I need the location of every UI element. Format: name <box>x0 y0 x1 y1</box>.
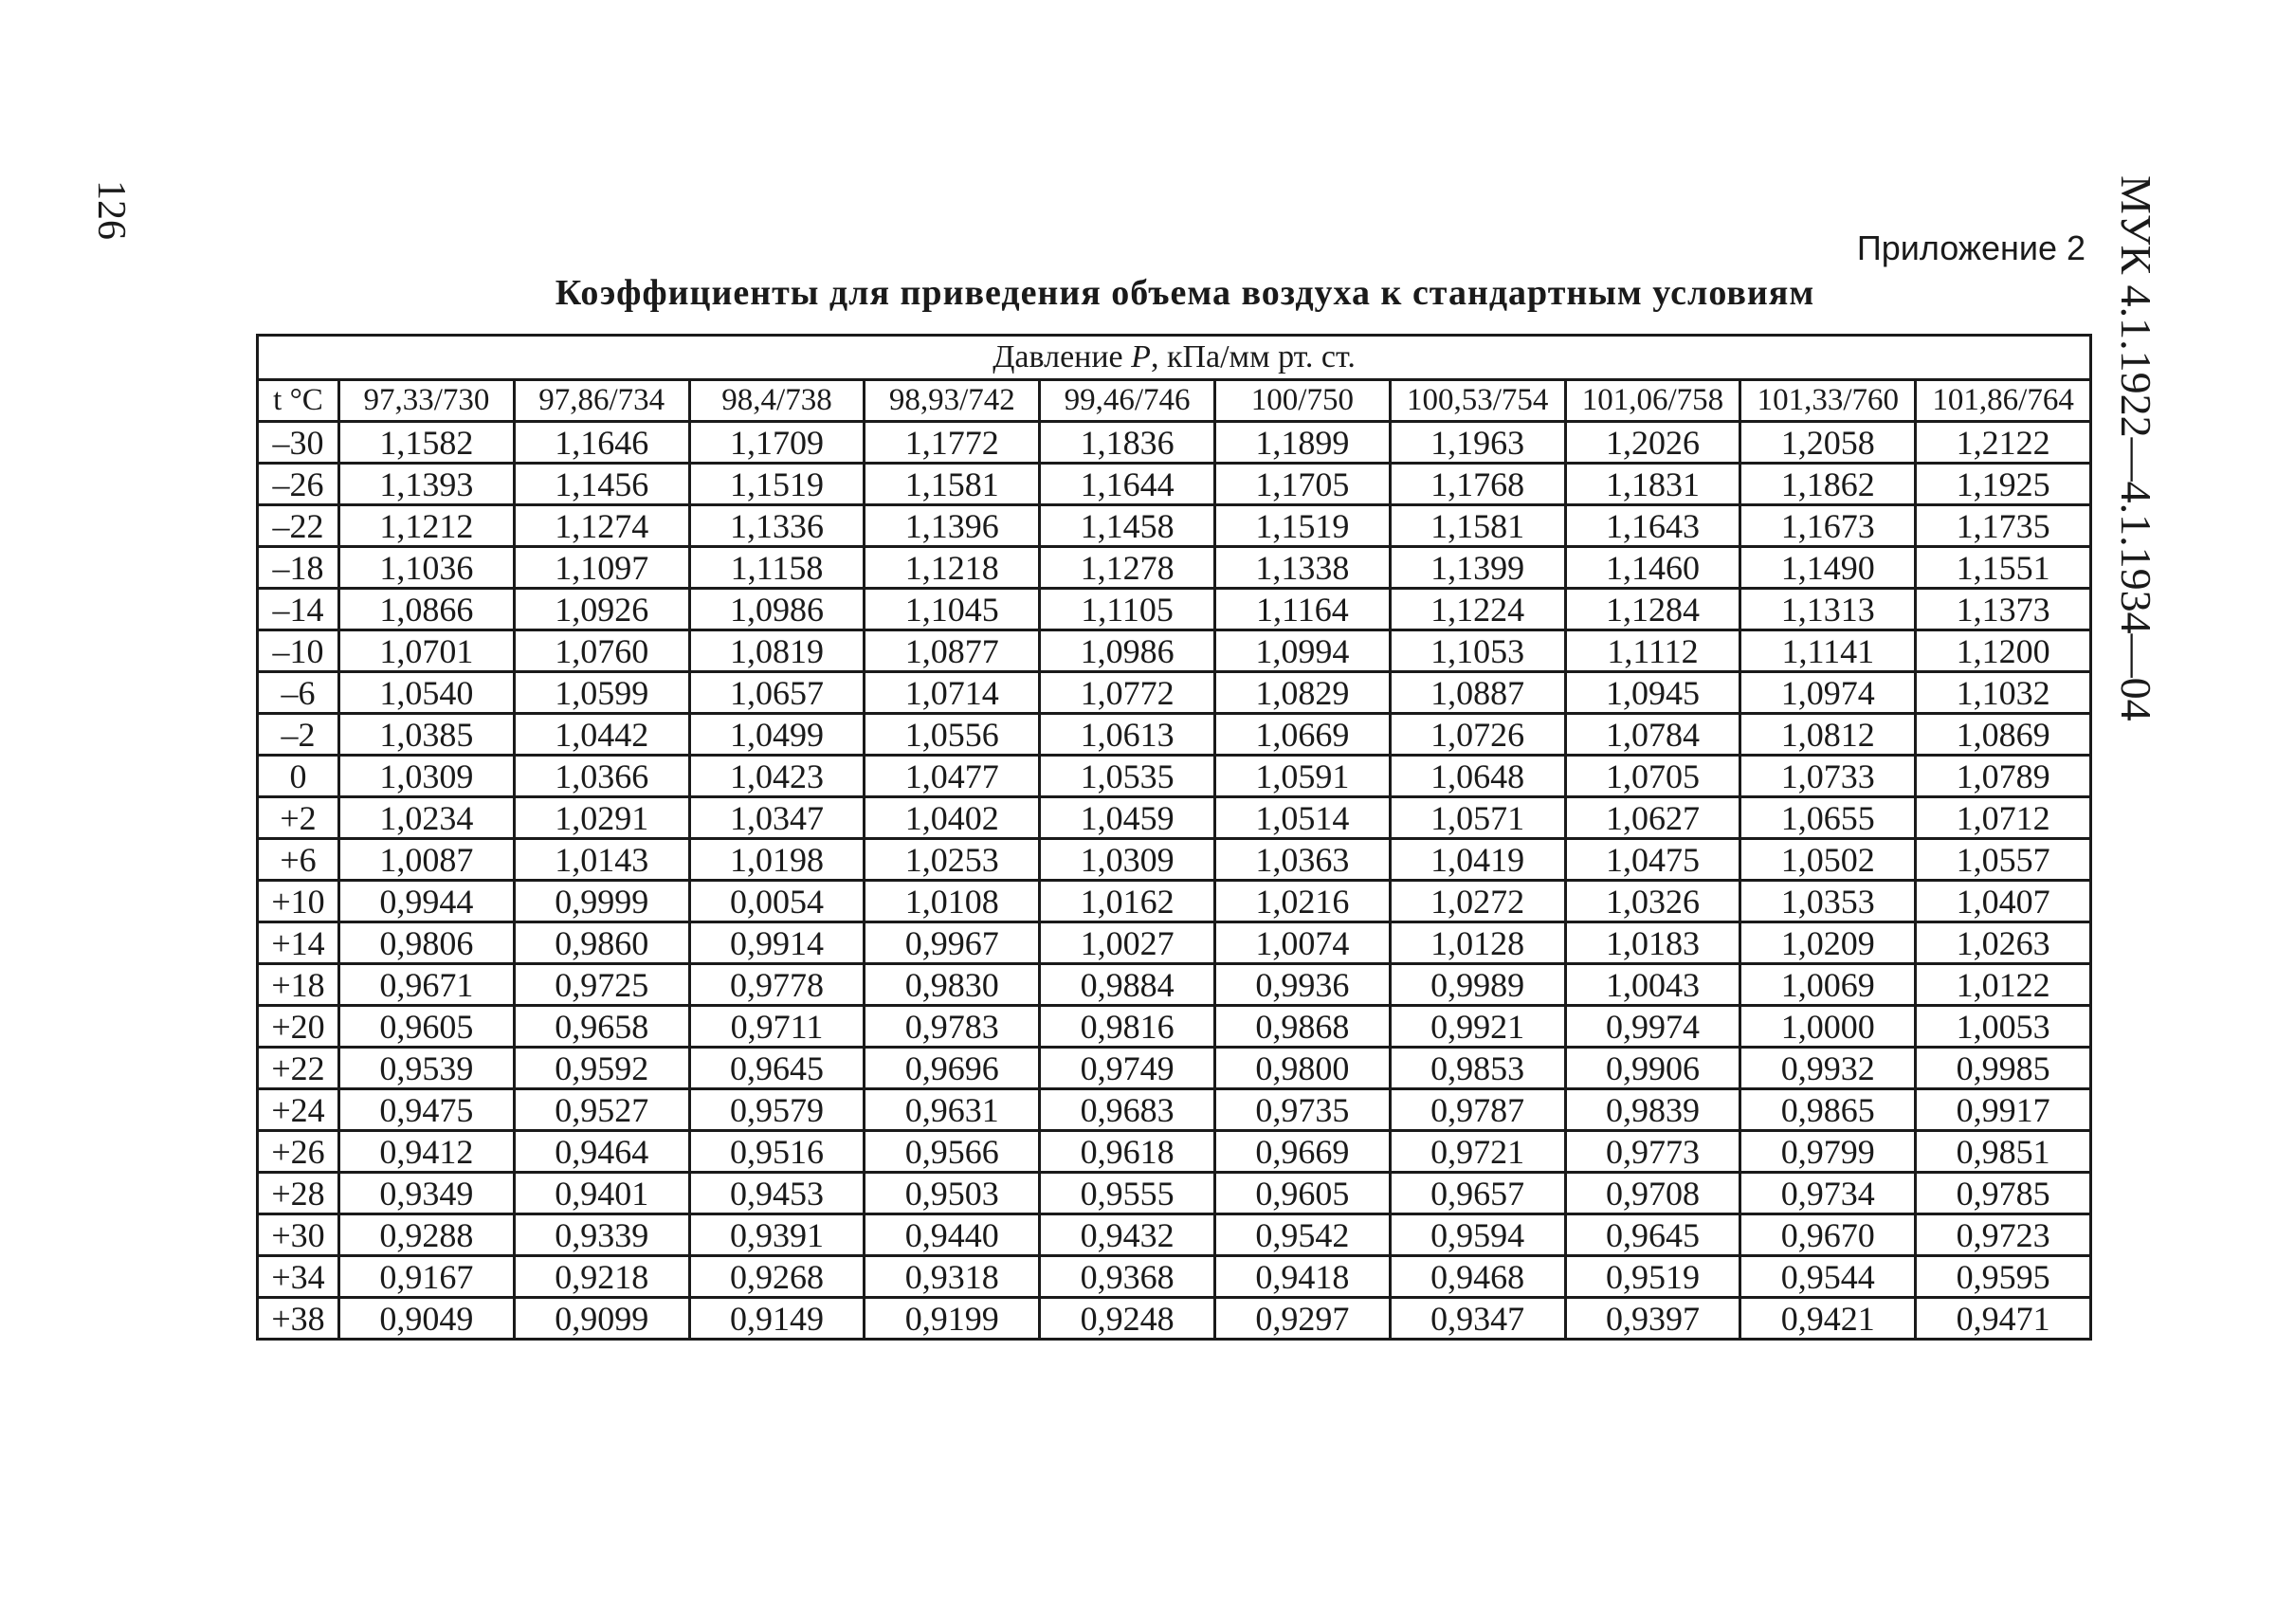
coefficient-cell: 0,9347 <box>1390 1298 1565 1340</box>
table-row <box>258 1298 2091 1340</box>
coefficient-cell: 1,0514 <box>1214 797 1390 839</box>
coefficient-cell: 1,0291 <box>514 797 689 839</box>
coefficient-cell: 1,0556 <box>865 714 1040 756</box>
coefficient-cell: 1,0613 <box>1040 714 1215 756</box>
temperature-cell: –30 <box>258 422 339 464</box>
coefficient-cell: 1,0423 <box>689 756 865 797</box>
coefficient-cell: 1,1097 <box>514 547 689 589</box>
coefficient-cell: 0,9297 <box>1214 1298 1390 1340</box>
coefficient-cell: 1,0986 <box>689 589 865 630</box>
table-body <box>258 422 2091 1340</box>
coefficient-cell: 0,9645 <box>689 1048 865 1089</box>
coefficient-cell: 0,9734 <box>1740 1173 1916 1214</box>
coefficient-cell: 1,0733 <box>1740 756 1916 797</box>
coefficient-cell: 0,9199 <box>865 1298 1040 1340</box>
coefficient-cell: 0,9519 <box>1565 1256 1740 1298</box>
table-row <box>258 714 2091 756</box>
pressure-column-header: 101,06/758 <box>1565 380 1740 422</box>
coefficient-cell: 1,0162 <box>1040 881 1215 922</box>
coefficient-cell: 1,2122 <box>1916 422 2091 464</box>
coefficient-cell: 0,9592 <box>514 1048 689 1089</box>
coefficient-cell: 0,9785 <box>1916 1173 2091 1214</box>
coefficient-cell: 0,9268 <box>689 1256 865 1298</box>
temperature-cell: –26 <box>258 464 339 505</box>
coefficient-cell: 1,0866 <box>339 589 515 630</box>
coefficient-cell: 0,9884 <box>1040 964 1215 1006</box>
table-row <box>258 756 2091 797</box>
coefficient-cell: 0,9391 <box>689 1214 865 1256</box>
coefficient-cell: 1,1032 <box>1916 672 2091 714</box>
coefficient-cell: 1,1045 <box>865 589 1040 630</box>
coefficient-cell: 0,9631 <box>865 1089 1040 1131</box>
coefficient-cell: 0,9539 <box>339 1048 515 1089</box>
coefficient-cell: 1,2058 <box>1740 422 1916 464</box>
table-row <box>258 1256 2091 1298</box>
temperature-header: t °C <box>258 380 339 422</box>
temperature-cell: +24 <box>258 1089 339 1131</box>
table-row <box>258 1089 2091 1131</box>
coefficient-cell: 0,9475 <box>339 1089 515 1131</box>
coefficient-cell: 1,0869 <box>1916 714 2091 756</box>
coefficient-cell: 0,9671 <box>339 964 515 1006</box>
coefficient-cell: 0,9516 <box>689 1131 865 1173</box>
pressure-column-header: 100/750 <box>1214 380 1390 422</box>
coefficient-cell: 1,1673 <box>1740 505 1916 547</box>
table-row <box>258 505 2091 547</box>
coefficient-cell: 0,9806 <box>339 922 515 964</box>
coefficient-cell: 0,9453 <box>689 1173 865 1214</box>
coefficient-cell: 0,9783 <box>865 1006 1040 1048</box>
coefficient-cell: 1,0326 <box>1565 881 1740 922</box>
coefficient-cell: 0,9605 <box>339 1006 515 1048</box>
coefficient-cell: 0,9368 <box>1040 1256 1215 1298</box>
coefficient-cell: 0,9339 <box>514 1214 689 1256</box>
table-row <box>258 797 2091 839</box>
coefficient-cell: 1,1519 <box>689 464 865 505</box>
coefficient-cell: 1,0926 <box>514 589 689 630</box>
coefficient-cell: 0,9099 <box>514 1298 689 1340</box>
coefficient-cell: 0,9669 <box>1214 1131 1390 1173</box>
coefficient-cell: 1,0887 <box>1390 672 1565 714</box>
coefficient-cell: 1,1768 <box>1390 464 1565 505</box>
coefficient-cell: 0,0054 <box>689 881 865 922</box>
coefficient-cell: 0,9683 <box>1040 1089 1215 1131</box>
pressure-header <box>258 336 2091 380</box>
coefficient-cell: 0,9527 <box>514 1089 689 1131</box>
coefficient-cell: 1,0986 <box>1040 630 1215 672</box>
temperature-cell: +14 <box>258 922 339 964</box>
temperature-cell: –2 <box>258 714 339 756</box>
coefficient-cell: 1,0877 <box>865 630 1040 672</box>
coefficient-cell: 1,0087 <box>339 839 515 881</box>
coefficient-cell: 1,1460 <box>1565 547 1740 589</box>
coefficient-cell: 1,0272 <box>1390 881 1565 922</box>
coefficient-cell: 0,9708 <box>1565 1173 1740 1214</box>
coefficient-cell: 1,0027 <box>1040 922 1215 964</box>
table-row <box>258 547 2091 589</box>
coefficient-cell: 1,0122 <box>1916 964 2091 1006</box>
coefficient-cell: 1,1338 <box>1214 547 1390 589</box>
temperature-cell: +26 <box>258 1131 339 1173</box>
coefficient-cell: 0,9658 <box>514 1006 689 1048</box>
coefficient-cell: 1,1551 <box>1916 547 2091 589</box>
coefficient-cell: 0,9985 <box>1916 1048 2091 1089</box>
coefficient-cell: 1,0475 <box>1565 839 1740 881</box>
coefficient-cell: 0,9839 <box>1565 1089 1740 1131</box>
coefficient-cell: 1,1458 <box>1040 505 1215 547</box>
coefficient-cell: 0,9860 <box>514 922 689 964</box>
coefficient-cell: 1,0234 <box>339 797 515 839</box>
temperature-cell: +18 <box>258 964 339 1006</box>
pressure-symbol: P <box>1131 339 1151 374</box>
coefficient-cell: 0,9999 <box>514 881 689 922</box>
coefficient-cell: 0,9914 <box>689 922 865 964</box>
coefficient-cell: 1,0477 <box>865 756 1040 797</box>
coefficient-cell: 1,0540 <box>339 672 515 714</box>
coefficient-cell: 1,0309 <box>339 756 515 797</box>
coefficient-cell: 1,0760 <box>514 630 689 672</box>
coefficient-cell: 1,0143 <box>514 839 689 881</box>
coefficient-cell: 1,0994 <box>1214 630 1390 672</box>
temperature-cell: –6 <box>258 672 339 714</box>
table-row <box>258 922 2091 964</box>
coefficient-cell: 1,0812 <box>1740 714 1916 756</box>
coefficient-cell: 1,0074 <box>1214 922 1390 964</box>
coefficient-cell: 0,9735 <box>1214 1089 1390 1131</box>
pressure-column-header: 98,93/742 <box>865 380 1040 422</box>
coefficient-cell: 0,9248 <box>1040 1298 1215 1340</box>
coefficient-cell: 1,1709 <box>689 422 865 464</box>
coefficient-cell: 1,1036 <box>339 547 515 589</box>
coefficient-cell: 0,9711 <box>689 1006 865 1048</box>
coefficient-cell: 1,1200 <box>1916 630 2091 672</box>
coefficient-cell: 1,1581 <box>1390 505 1565 547</box>
coefficient-cell: 1,0043 <box>1565 964 1740 1006</box>
coefficient-cell: 1,0726 <box>1390 714 1565 756</box>
coefficient-cell: 1,1284 <box>1565 589 1740 630</box>
coefficient-cell: 1,0714 <box>865 672 1040 714</box>
temperature-cell: 0 <box>258 756 339 797</box>
coefficient-cell: 1,1644 <box>1040 464 1215 505</box>
coefficient-cell: 1,0459 <box>1040 797 1215 839</box>
table-row <box>258 1131 2091 1173</box>
coefficient-cell: 1,0347 <box>689 797 865 839</box>
coefficient-cell: 1,1164 <box>1214 589 1390 630</box>
coefficient-cell: 0,9778 <box>689 964 865 1006</box>
coefficient-cell: 1,1212 <box>339 505 515 547</box>
table-row <box>258 589 2091 630</box>
coefficient-cell: 1,0557 <box>1916 839 2091 881</box>
coefficient-cell: 0,9432 <box>1040 1214 1215 1256</box>
temperature-cell: –22 <box>258 505 339 547</box>
table-row <box>258 839 2091 881</box>
coefficient-cell: 1,1925 <box>1916 464 2091 505</box>
coefficient-table-wrapper <box>256 334 2089 1341</box>
coefficient-cell: 0,9851 <box>1916 1131 2091 1173</box>
coefficient-cell: 1,0772 <box>1040 672 1215 714</box>
coefficient-cell: 1,1646 <box>514 422 689 464</box>
coefficient-cell: 0,9696 <box>865 1048 1040 1089</box>
coefficient-cell: 0,9932 <box>1740 1048 1916 1089</box>
coefficient-cell: 1,1899 <box>1214 422 1390 464</box>
coefficient-cell: 0,9800 <box>1214 1048 1390 1089</box>
coefficient-cell: 1,1158 <box>689 547 865 589</box>
coefficient-cell: 1,1643 <box>1565 505 1740 547</box>
coefficient-cell: 0,9657 <box>1390 1173 1565 1214</box>
coefficient-cell: 1,1399 <box>1390 547 1565 589</box>
pressure-column-header: 101,33/760 <box>1740 380 1916 422</box>
coefficient-cell: 0,9865 <box>1740 1089 1916 1131</box>
pressure-column-header: 99,46/746 <box>1040 380 1215 422</box>
coefficient-cell: 1,0591 <box>1214 756 1390 797</box>
coefficient-cell: 1,0712 <box>1916 797 2091 839</box>
coefficient-cell: 1,1862 <box>1740 464 1916 505</box>
coefficient-cell: 0,9721 <box>1390 1131 1565 1173</box>
coefficient-cell: 1,0353 <box>1740 881 1916 922</box>
coefficient-cell: 1,0216 <box>1214 881 1390 922</box>
coefficient-cell: 0,9412 <box>339 1131 515 1173</box>
coefficient-cell: 1,0363 <box>1214 839 1390 881</box>
table-title: Коэффициенты для приведения объема воздуха к стандартным условиям <box>555 273 1815 313</box>
coefficient-cell: 0,9725 <box>514 964 689 1006</box>
coefficient-cell: 1,1582 <box>339 422 515 464</box>
coefficient-cell: 1,1393 <box>339 464 515 505</box>
coefficient-cell: 1,1053 <box>1390 630 1565 672</box>
table-row <box>258 1214 2091 1256</box>
table-row <box>258 881 2091 922</box>
coefficient-cell: 0,9049 <box>339 1298 515 1340</box>
table-row <box>258 630 2091 672</box>
coefficient-cell: 1,0419 <box>1390 839 1565 881</box>
coefficient-cell: 1,1772 <box>865 422 1040 464</box>
coefficient-cell: 1,0789 <box>1916 756 2091 797</box>
coefficient-cell: 1,0000 <box>1740 1006 1916 1048</box>
coefficient-cell: 0,9555 <box>1040 1173 1215 1214</box>
coefficient-cell: 1,0974 <box>1740 672 1916 714</box>
coefficient-cell: 1,0499 <box>689 714 865 756</box>
coefficient-cell: 0,9349 <box>339 1173 515 1214</box>
coefficient-cell: 0,9799 <box>1740 1131 1916 1173</box>
pressure-header-prefix: Давление <box>993 339 1132 374</box>
coefficient-cell: 1,1396 <box>865 505 1040 547</box>
coefficient-cell: 1,0669 <box>1214 714 1390 756</box>
coefficient-cell: 1,1836 <box>1040 422 1215 464</box>
coefficient-cell: 1,0648 <box>1390 756 1565 797</box>
pressure-column-header: 100,53/754 <box>1390 380 1565 422</box>
pressure-column-header: 97,86/734 <box>514 380 689 422</box>
coefficient-cell: 1,1336 <box>689 505 865 547</box>
coefficient-cell: 0,9397 <box>1565 1298 1740 1340</box>
coefficient-cell: 0,9974 <box>1565 1006 1740 1048</box>
table-row <box>258 464 2091 505</box>
temperature-cell: +20 <box>258 1006 339 1048</box>
coefficient-cell: 1,0571 <box>1390 797 1565 839</box>
coefficient-cell: 1,1112 <box>1565 630 1740 672</box>
coefficient-cell: 1,0599 <box>514 672 689 714</box>
pressure-column-header: 101,86/764 <box>1916 380 2091 422</box>
temperature-cell: –10 <box>258 630 339 672</box>
coefficient-cell: 1,0385 <box>339 714 515 756</box>
table-row <box>258 1006 2091 1048</box>
coefficient-cell: 1,1705 <box>1214 464 1390 505</box>
coefficient-cell: 0,9544 <box>1740 1256 1916 1298</box>
column-header-row <box>258 380 2091 422</box>
coefficient-cell: 1,0701 <box>339 630 515 672</box>
coefficient-cell: 1,0829 <box>1214 672 1390 714</box>
coefficient-cell: 0,9787 <box>1390 1089 1565 1131</box>
coefficient-cell: 0,9149 <box>689 1298 865 1340</box>
coefficient-cell: 1,0053 <box>1916 1006 2091 1048</box>
coefficient-cell: 1,1581 <box>865 464 1040 505</box>
coefficient-cell: 1,0263 <box>1916 922 2091 964</box>
coefficient-cell: 0,9471 <box>1916 1298 2091 1340</box>
coefficient-cell: 0,9418 <box>1214 1256 1390 1298</box>
temperature-cell: +10 <box>258 881 339 922</box>
coefficient-cell: 1,0784 <box>1565 714 1740 756</box>
pressure-column-header: 98,4/738 <box>689 380 865 422</box>
coefficient-cell: 1,1224 <box>1390 589 1565 630</box>
coefficient-cell: 1,0627 <box>1565 797 1740 839</box>
temperature-cell: –18 <box>258 547 339 589</box>
coefficient-cell: 1,0209 <box>1740 922 1916 964</box>
coefficient-cell: 0,9167 <box>339 1256 515 1298</box>
document-code: МУК 4.1.1922—4.1.1934—04 <box>2112 175 2160 721</box>
coefficient-cell: 1,0819 <box>689 630 865 672</box>
coefficient-cell: 1,1274 <box>514 505 689 547</box>
coefficient-cell: 0,9967 <box>865 922 1040 964</box>
coefficient-cell: 0,9618 <box>1040 1131 1215 1173</box>
temperature-cell: +38 <box>258 1298 339 1340</box>
table-row <box>258 1048 2091 1089</box>
coefficient-cell: 1,2026 <box>1565 422 1740 464</box>
coefficient-cell: 0,9288 <box>339 1214 515 1256</box>
coefficient-cell: 0,9816 <box>1040 1006 1215 1048</box>
pressure-header-row <box>258 336 2091 380</box>
coefficient-cell: 0,9830 <box>865 964 1040 1006</box>
temperature-cell: +6 <box>258 839 339 881</box>
coefficient-cell: 1,0945 <box>1565 672 1740 714</box>
coefficient-cell: 0,9944 <box>339 881 515 922</box>
coefficient-cell: 1,1735 <box>1916 505 2091 547</box>
coefficient-cell: 0,9670 <box>1740 1214 1916 1256</box>
coefficient-cell: 0,9468 <box>1390 1256 1565 1298</box>
temperature-cell: +28 <box>258 1173 339 1214</box>
temperature-cell: +22 <box>258 1048 339 1089</box>
coefficient-cell: 1,1456 <box>514 464 689 505</box>
coefficient-cell: 1,0402 <box>865 797 1040 839</box>
coefficient-cell: 1,0198 <box>689 839 865 881</box>
coefficient-cell: 0,9401 <box>514 1173 689 1214</box>
coefficient-cell: 1,1278 <box>1040 547 1215 589</box>
table-row <box>258 672 2091 714</box>
coefficient-cell: 1,1490 <box>1740 547 1916 589</box>
coefficient-cell: 0,9917 <box>1916 1089 2091 1131</box>
coefficient-cell: 0,9906 <box>1565 1048 1740 1089</box>
coefficient-cell: 1,1831 <box>1565 464 1740 505</box>
coefficient-cell: 0,9773 <box>1565 1131 1740 1173</box>
coefficient-cell: 1,0366 <box>514 756 689 797</box>
coefficient-cell: 0,9579 <box>689 1089 865 1131</box>
coefficient-cell: 1,1313 <box>1740 589 1916 630</box>
coefficient-cell: 0,9595 <box>1916 1256 2091 1298</box>
coefficient-cell: 1,0407 <box>1916 881 2091 922</box>
coefficient-cell: 0,9921 <box>1390 1006 1565 1048</box>
pressure-header-suffix: , кПа/мм рт. ст. <box>1150 339 1356 374</box>
coefficient-cell: 1,1963 <box>1390 422 1565 464</box>
table-row <box>258 964 2091 1006</box>
coefficient-cell: 0,9853 <box>1390 1048 1565 1089</box>
coefficient-cell: 1,0309 <box>1040 839 1215 881</box>
coefficient-cell: 0,9868 <box>1214 1006 1390 1048</box>
coefficient-cell: 1,0442 <box>514 714 689 756</box>
coefficient-cell: 1,0253 <box>865 839 1040 881</box>
coefficient-cell: 0,9936 <box>1214 964 1390 1006</box>
coefficient-cell: 0,9594 <box>1390 1214 1565 1256</box>
coefficient-cell: 0,9503 <box>865 1173 1040 1214</box>
coefficient-cell: 1,0705 <box>1565 756 1740 797</box>
coefficient-cell: 1,0535 <box>1040 756 1215 797</box>
coefficient-cell: 0,9318 <box>865 1256 1040 1298</box>
coefficient-cell: 0,9723 <box>1916 1214 2091 1256</box>
coefficient-cell: 0,9645 <box>1565 1214 1740 1256</box>
coefficient-cell: 1,1218 <box>865 547 1040 589</box>
coefficient-cell: 0,9440 <box>865 1214 1040 1256</box>
temperature-cell: +30 <box>258 1214 339 1256</box>
coefficient-cell: 0,9218 <box>514 1256 689 1298</box>
coefficient-cell: 0,9464 <box>514 1131 689 1173</box>
page-number: 126 <box>89 180 133 240</box>
coefficient-cell: 0,9605 <box>1214 1173 1390 1214</box>
coefficient-cell: 1,1519 <box>1214 505 1390 547</box>
coefficient-cell: 1,0502 <box>1740 839 1916 881</box>
coefficient-cell: 1,0655 <box>1740 797 1916 839</box>
coefficient-cell: 1,1105 <box>1040 589 1215 630</box>
pressure-column-header: 97,33/730 <box>339 380 515 422</box>
coefficient-cell: 0,9542 <box>1214 1214 1390 1256</box>
coefficient-cell: 0,9989 <box>1390 964 1565 1006</box>
coefficient-cell: 0,9421 <box>1740 1298 1916 1340</box>
temperature-cell: +34 <box>258 1256 339 1298</box>
coefficient-cell: 0,9749 <box>1040 1048 1215 1089</box>
appendix-label: Приложение 2 <box>1856 228 2086 267</box>
table-row <box>258 1173 2091 1214</box>
coefficient-cell: 1,0128 <box>1390 922 1565 964</box>
coefficient-cell: 1,0108 <box>865 881 1040 922</box>
coefficient-table <box>256 334 2092 1341</box>
coefficient-cell: 1,0657 <box>689 672 865 714</box>
temperature-cell: +2 <box>258 797 339 839</box>
coefficient-cell: 1,1141 <box>1740 630 1916 672</box>
coefficient-cell: 1,1373 <box>1916 589 2091 630</box>
coefficient-cell: 1,0069 <box>1740 964 1916 1006</box>
coefficient-cell: 0,9566 <box>865 1131 1040 1173</box>
temperature-cell: –14 <box>258 589 339 630</box>
table-row <box>258 422 2091 464</box>
coefficient-cell: 1,0183 <box>1565 922 1740 964</box>
